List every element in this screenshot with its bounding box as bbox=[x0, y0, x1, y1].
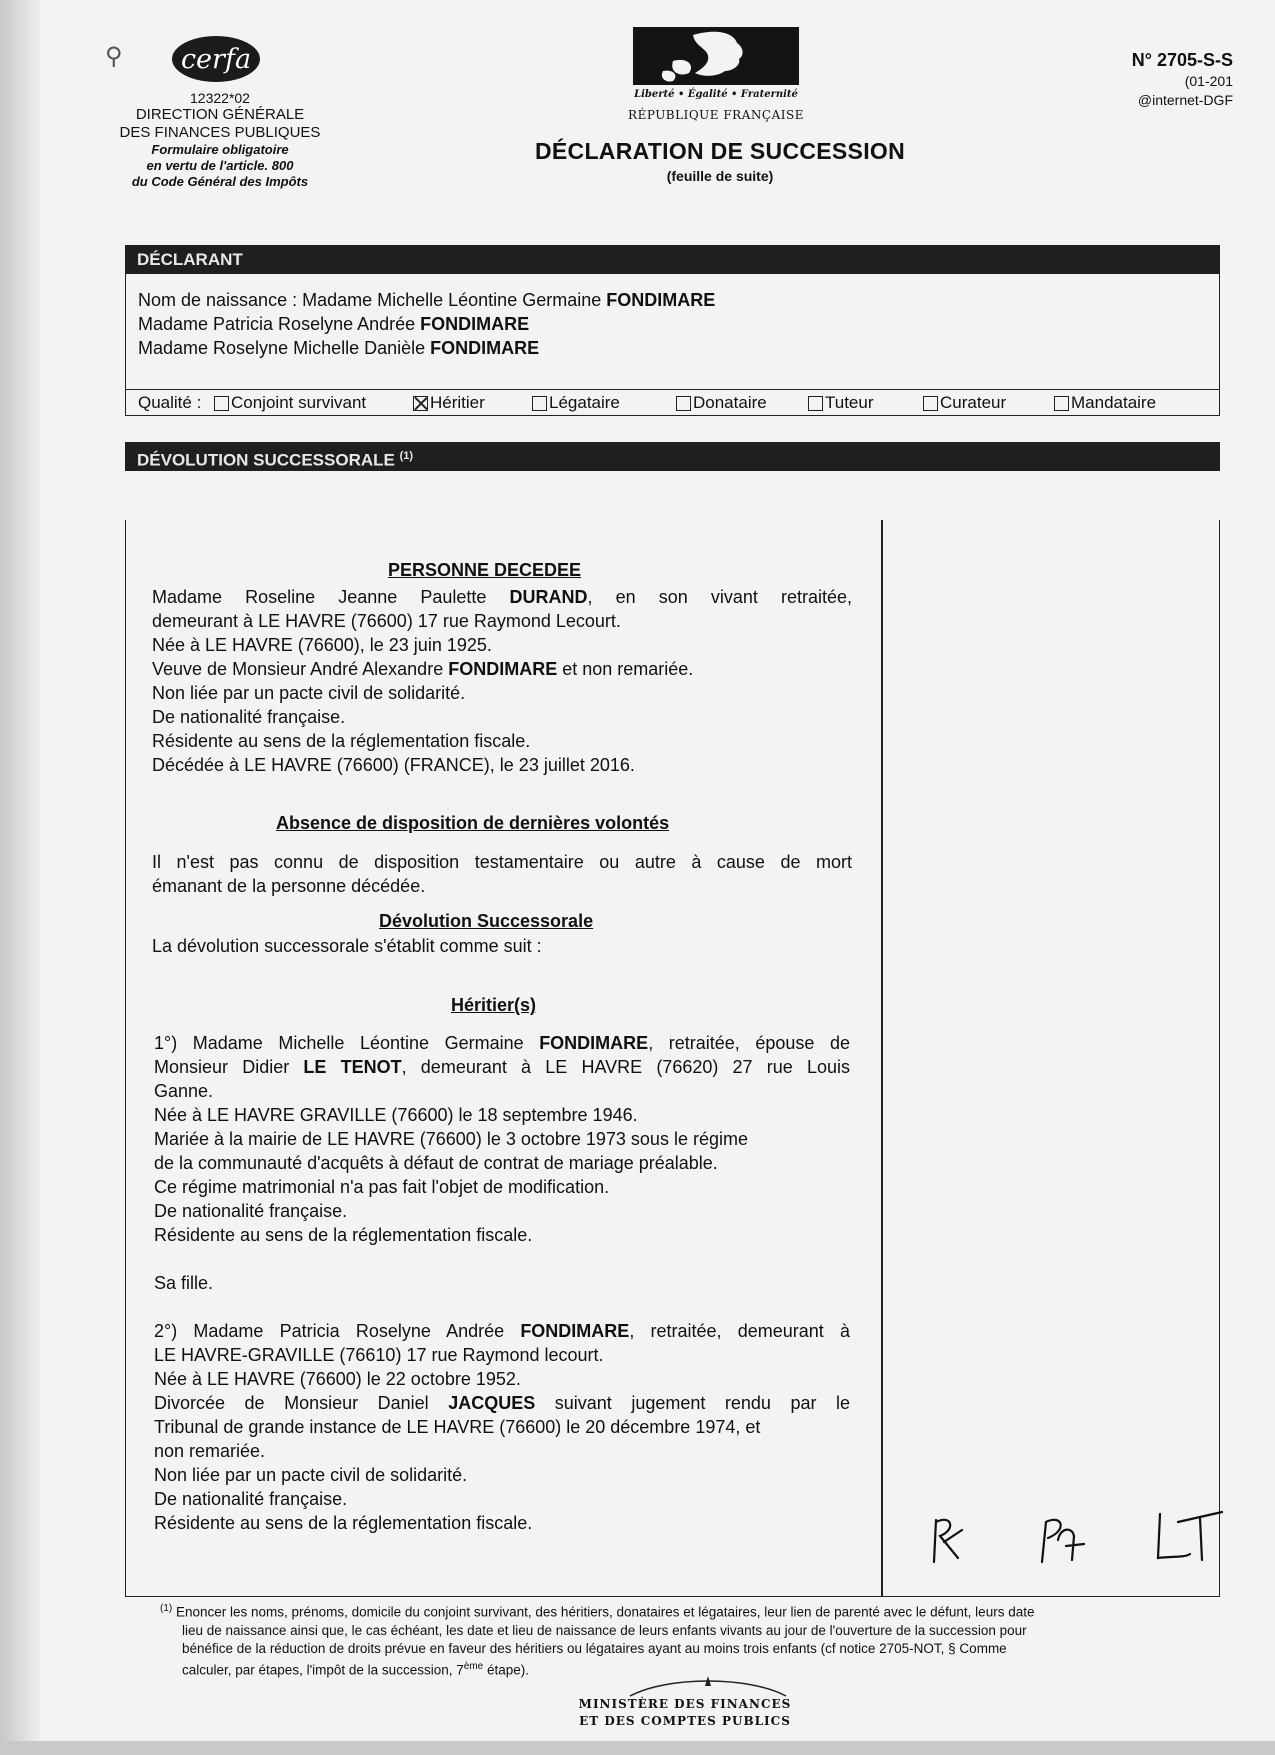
personne-nationality: De nationalité française. bbox=[152, 707, 346, 727]
checkbox-curateur[interactable] bbox=[923, 396, 938, 411]
column-divider bbox=[881, 520, 883, 1597]
page-subtitle: (feuille de suite) bbox=[666, 168, 774, 184]
devolution-section-header bbox=[125, 442, 1220, 471]
personne-line-1-end: , en son vivant retraitée, bbox=[587, 587, 852, 607]
personne-decedee-heading: PERSONNE DECEDEE bbox=[388, 560, 582, 580]
heritier-1-modification: Ce régime matrimonial n'a pas fait l'objet de modification. bbox=[154, 1177, 610, 1197]
declarant-line-2-surname: FONDIMARE bbox=[420, 314, 530, 334]
heritier-1-line-2 bbox=[154, 1055, 850, 1079]
paperclip-icon: ⚲ bbox=[105, 43, 123, 70]
checkbox-heritier[interactable] bbox=[413, 396, 428, 411]
qualite-curateur-label: Curateur bbox=[940, 393, 1007, 412]
personne-death: Décédée à LE HAVRE (76600) (FRANCE), le 23 juillet 2016. bbox=[152, 755, 635, 775]
declarant-names bbox=[138, 288, 715, 360]
declarant-line-1-surname: FONDIMARE bbox=[606, 290, 716, 310]
qualite-legataire-label: Légataire bbox=[549, 393, 620, 412]
heritiers-heading: Héritier(s) bbox=[451, 995, 537, 1015]
personne-spouse-surname: FONDIMARE bbox=[448, 659, 558, 679]
personne-line-1 bbox=[152, 585, 852, 609]
heritier-1-line-1 bbox=[154, 1031, 850, 1055]
footnote-line-1 bbox=[160, 1600, 1240, 1622]
heritier-2-residence: Résidente au sens de la réglementation fiscale. bbox=[154, 1513, 533, 1533]
heritier-1-relation: Sa fille. bbox=[154, 1273, 214, 1293]
republic-motto: Liberté • Égalité • Fraternité bbox=[634, 89, 798, 100]
footnote-line-3: bénéfice de la réduction de droits prévue en faveur des héritiers ou légataires ayant au moins trois enfants (cf notice 2705-NOT, § Comme bbox=[182, 1640, 1007, 1656]
heritier-2-remarriage: non remariée. bbox=[154, 1441, 266, 1461]
legal-note-1: Formulaire obligatoire bbox=[151, 142, 289, 157]
heritier-1-line-3: Ganne. bbox=[154, 1081, 214, 1101]
checkbox-mandataire[interactable] bbox=[1054, 396, 1069, 411]
initials-mark-1 bbox=[934, 1520, 962, 1562]
devolution-section-note: (1) bbox=[399, 450, 414, 462]
heritier-2-tribunal: Tribunal de grande instance de LE HAVRE (76600) le 20 décembre 1974, et bbox=[154, 1417, 761, 1437]
absence-line-2: émanant de la personne décédée. bbox=[152, 876, 426, 896]
declarant-line-3-surname: FONDIMARE bbox=[430, 338, 540, 358]
heritier-2-pacs: Non liée par un pacte civil de solidarité. bbox=[154, 1465, 468, 1485]
legal-note-2: en vertu de l'article. 800 bbox=[146, 158, 294, 173]
heritier-1-nationality: De nationalité française. bbox=[154, 1201, 348, 1221]
declarant-box bbox=[125, 274, 1220, 416]
spacer bbox=[154, 1295, 850, 1319]
qualite-tuteur-label: Tuteur bbox=[825, 393, 874, 412]
devolution-text: La dévolution successorale s'établit comme suit : bbox=[152, 936, 542, 956]
checkbox-conjoint-survivant[interactable] bbox=[214, 396, 229, 411]
footnote-line-1-text: Enoncer les noms, prénoms, domicile du conjoint survivant, des héritiers, donataires et légataires, leur lien de parenté avec le défunt, leurs date bbox=[176, 1604, 1035, 1620]
cerfa-code: 12322*02 bbox=[190, 90, 250, 106]
heritier-2-line-4-text: Divorcée de Monsieur Daniel bbox=[154, 1393, 449, 1413]
republique-francaise: RÉPUBLIQUE FRANÇAISE bbox=[628, 108, 804, 122]
checkbox-donataire[interactable] bbox=[676, 396, 691, 411]
heritier-2-ex-spouse-surname: JACQUES bbox=[448, 1393, 536, 1413]
checkbox-tuteur[interactable] bbox=[808, 396, 823, 411]
heritier-1-spouse-surname: LE TENOT bbox=[303, 1057, 402, 1077]
qualite-conjoint-survivant[interactable] bbox=[214, 393, 366, 413]
legal-note-3: du Code Général des Impôts bbox=[131, 174, 309, 189]
qualite-tuteur[interactable] bbox=[808, 393, 874, 413]
qualite-label: Qualité : bbox=[138, 393, 202, 412]
declarant-line-2-text: Madame Patricia Roselyne Andrée bbox=[138, 314, 421, 334]
direction-line-1: DIRECTION GÉNÉRALE bbox=[135, 106, 305, 123]
page-title: DÉCLARATION DE SUCCESSION bbox=[535, 138, 905, 164]
qualite-heritier-label: Héritier bbox=[430, 393, 485, 412]
page-bottom-shadow bbox=[0, 1741, 1275, 1755]
personne-residence: Résidente au sens de la réglementation fiscale. bbox=[152, 731, 531, 751]
handwritten-initials bbox=[922, 1500, 1232, 1580]
qualite-conjoint-survivant-label: Conjoint survivant bbox=[231, 393, 367, 412]
devolution-heading: Dévolution Successorale bbox=[379, 911, 594, 931]
heritier-1-block bbox=[154, 1031, 850, 1535]
footnote-line-4-sup: ème bbox=[463, 1660, 484, 1672]
footnote-line-4-end: étape). bbox=[483, 1662, 529, 1677]
initials-mark-3 bbox=[1158, 1512, 1222, 1560]
heritier-1-line-1-end: , retraitée, épouse de bbox=[648, 1033, 850, 1053]
heritier-1-line-2-text: Monsieur Didier bbox=[154, 1057, 304, 1077]
declarant-line-1-text: Nom de naissance : Madame Michelle Léontine Germaine bbox=[138, 290, 607, 310]
devolution-section-title: DÉVOLUTION SUCCESSORALE bbox=[137, 450, 395, 470]
form-number: N° 2705-S-S bbox=[1131, 50, 1233, 70]
page-edge-shadow bbox=[0, 0, 40, 1755]
personne-surname: DURAND bbox=[509, 587, 588, 607]
heritier-1-birth: Née à LE HAVRE GRAVILLE (76600) le 18 septembre 1946. bbox=[154, 1105, 638, 1125]
heritier-1-surname: FONDIMARE bbox=[539, 1033, 649, 1053]
personne-line-4 bbox=[152, 657, 852, 681]
marianne-logo bbox=[633, 27, 799, 85]
declarant-section-title: DÉCLARANT bbox=[137, 250, 243, 269]
declarant-section-header bbox=[125, 245, 1220, 274]
initials-mark-2 bbox=[1042, 1520, 1084, 1562]
declarant-line-1 bbox=[138, 288, 715, 312]
heritier-2-nationality: De nationalité française. bbox=[154, 1489, 348, 1509]
spacer bbox=[154, 1247, 850, 1271]
personne-pacs: Non liée par un pacte civil de solidarité. bbox=[152, 683, 466, 703]
qualite-heritier[interactable] bbox=[413, 393, 485, 413]
direction-line-2: DES FINANCES PUBLIQUES bbox=[119, 124, 321, 141]
declarant-line-2 bbox=[138, 312, 715, 336]
checkbox-legataire[interactable] bbox=[532, 396, 547, 411]
cerfa-logo: cerfa bbox=[172, 36, 260, 82]
declarant-line-3 bbox=[138, 336, 715, 360]
heritier-1-residence: Résidente au sens de la réglementation fiscale. bbox=[154, 1225, 533, 1245]
heritier-2-line-1 bbox=[154, 1319, 850, 1343]
form-source: @internet-DGF bbox=[1137, 92, 1233, 108]
personne-address: demeurant à LE HAVRE (76600) 17 rue Raymond Lecourt. bbox=[152, 611, 621, 631]
heritier-2-birth: Née à LE HAVRE (76600) le 22 octobre 1952. bbox=[154, 1369, 521, 1389]
heritier-2-surname: FONDIMARE bbox=[520, 1321, 630, 1341]
absence-line-1: Il n'est pas connu de disposition testamentaire ou autre à cause de mort bbox=[152, 852, 852, 872]
ministere-line-1: MINISTÈRE DES FINANCES bbox=[578, 1697, 792, 1711]
heritier-2-line-1-end: , retraitée, demeurant à bbox=[629, 1321, 850, 1341]
absence-heading: Absence de disposition de dernières volontés bbox=[276, 813, 670, 833]
personne-birth: Née à LE HAVRE (76600), le 23 juin 1925. bbox=[152, 635, 492, 655]
declarant-line-3-text: Madame Roselyne Michelle Danièle bbox=[138, 338, 431, 358]
absence-block bbox=[152, 850, 852, 898]
heritier-1-line-1-text: 1°) Madame Michelle Léontine Germaine bbox=[154, 1033, 540, 1053]
personne-line-4-text: Veuve de Monsieur André Alexandre bbox=[152, 659, 449, 679]
qualite-row bbox=[126, 389, 1219, 415]
ministere-arc-icon bbox=[628, 1672, 788, 1698]
heritier-2-line-1-text: 2°) Madame Patricia Roselyne Andrée bbox=[154, 1321, 521, 1341]
form-version: (01-201 bbox=[1184, 73, 1233, 89]
footnote bbox=[160, 1600, 1240, 1679]
qualite-legataire[interactable] bbox=[532, 393, 620, 413]
qualite-mandataire[interactable] bbox=[1054, 393, 1156, 413]
personne-line-1-text: Madame Roseline Jeanne Paulette bbox=[152, 587, 510, 607]
footnote-marker: (1) bbox=[160, 1603, 173, 1614]
footnote-line-2: lieu de naissance ainsi que, le cas échéant, les date et lieu de naissance de leurs enfants vivants au jour de l'ouverture de la succession pour bbox=[182, 1622, 1027, 1638]
heritier-1-regime: de la communauté d'acquêts à défaut de contrat de mariage préalable. bbox=[154, 1153, 718, 1173]
footnote-line-4-text: calculer, par étapes, l'impôt de la succession, 7 bbox=[182, 1662, 464, 1677]
qualite-curateur[interactable] bbox=[923, 393, 1006, 413]
heritier-2-address: LE HAVRE-GRAVILLE (76610) 17 rue Raymond lecourt. bbox=[154, 1345, 604, 1365]
heritier-2-line-4 bbox=[154, 1391, 850, 1415]
personne-decedee-block bbox=[152, 585, 852, 777]
personne-line-4-end: et non remariée. bbox=[557, 659, 694, 679]
ministere-block bbox=[560, 1696, 810, 1730]
qualite-donataire[interactable] bbox=[676, 393, 767, 413]
heritier-1-line-2-end: , demeurant à LE HAVRE (76620) 27 rue Louis bbox=[401, 1057, 850, 1077]
issuer-block bbox=[95, 90, 345, 190]
heritier-1-marriage: Mariée à la mairie de LE HAVRE (76600) le 3 octobre 1973 sous le régime bbox=[154, 1129, 748, 1149]
ministere-line-2: ET DES COMPTES PUBLICS bbox=[579, 1714, 791, 1728]
heritier-2-line-4-end: suivant jugement rendu par le bbox=[535, 1393, 850, 1413]
qualite-mandataire-label: Mandataire bbox=[1071, 393, 1157, 412]
qualite-donataire-label: Donataire bbox=[693, 393, 767, 412]
